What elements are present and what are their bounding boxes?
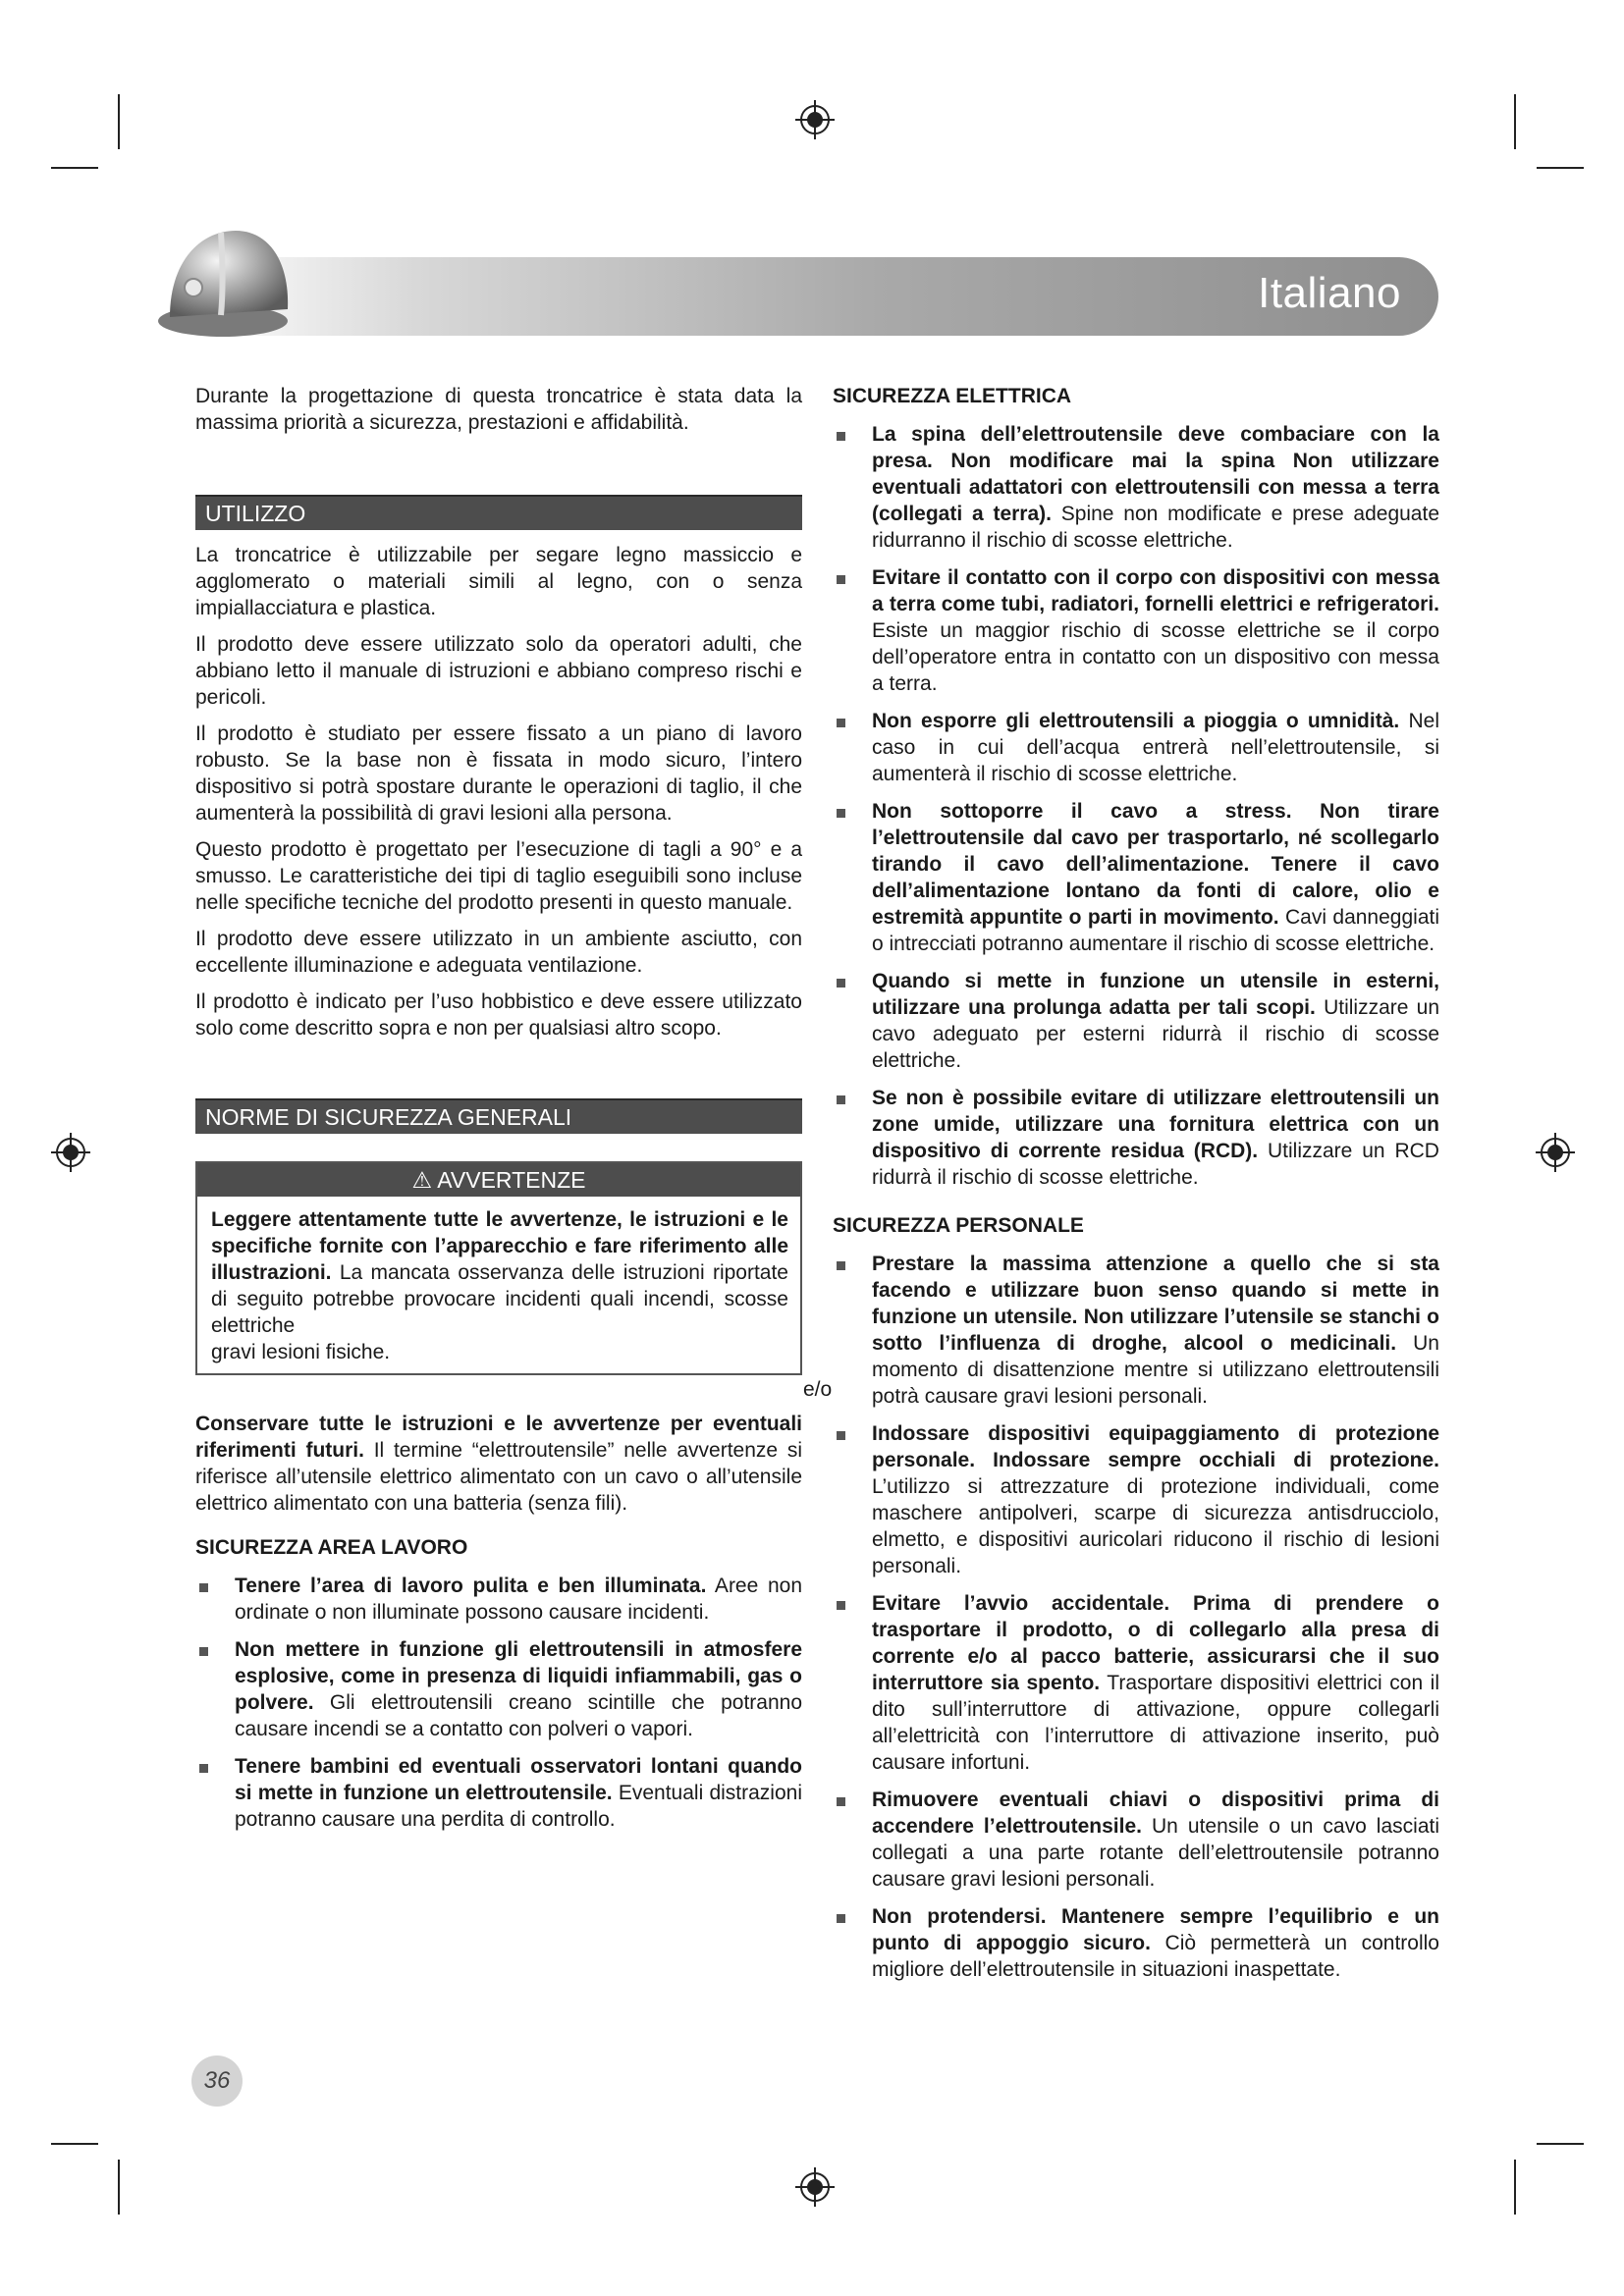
crop-mark (1537, 167, 1584, 169)
paragraph: Il prodotto è indicato per l’uso hobbistico e deve essere utilizzato solo come descritto sopra e non per qualsiasi altro scopo. (195, 990, 802, 1040)
warning-box (195, 1161, 802, 1375)
list-item: Non protendersi. Mantenere sempre l’equilibrio e un punto di appoggio sicuro. Ciò permetterà un controllo migliore dell’elettroutensile in situazioni inaspettate. (833, 1903, 1439, 1983)
subsection-title-elettrica: SICUREZZA ELETTRICA (833, 385, 1072, 407)
registration-mark-icon (1536, 1133, 1575, 1172)
hard-hat-icon (152, 211, 299, 344)
warning-tail-text: gravi lesioni fisiche. (211, 1341, 391, 1363)
crop-mark (1514, 2160, 1516, 2215)
warning-text (197, 1197, 800, 1373)
crop-mark (51, 167, 98, 169)
stray-text: e/o (803, 1378, 833, 1401)
section-title-utilizzo: UTILIZZO (195, 495, 802, 530)
warning-header (197, 1163, 800, 1197)
crop-mark (118, 94, 120, 149)
list-item: Non esporre gli elettroutensili a pioggia o umnidità. Nel caso in cui dell’acqua entrerà nell’elettroutensile, si aumenterà il rischio di scosse elettriche. (833, 708, 1439, 787)
list-item: Rimuovere eventuali chiavi o dispositivi prima di accendere l’elettroutensile. Un utensile o un cavo lasciati collegati a una parte rotante dell’elettroutensile potranno causare gravi lesioni personali. (833, 1787, 1439, 1893)
list-item: Tenere bambini ed eventuali osservatori lontani quando si mette in funzione un elettroutensile. Eventuali distrazioni potranno causare una perdita di controllo. (195, 1753, 802, 1833)
paragraph: Il prodotto deve essere utilizzato in un ambiente asciutto, con eccellente illuminazione e adeguata ventilazione. (195, 928, 802, 977)
crop-mark (118, 2160, 120, 2215)
crop-mark (1514, 94, 1516, 149)
warning-rest-text: La mancata osservanza delle istruzioni riportate di seguito potrebbe provocare incidenti quali incendi, scosse elettriche (211, 1261, 788, 1337)
warning-bold-text: Leggere attentamente tutte le avvertenze, le istruzioni e le specifiche fornite con l’apparecchio e fare riferimento alle illustrazioni. (211, 1208, 788, 1284)
list-item: Se non è possibile evitare di utilizzare elettroutensili un zone umide, utilizzare una fornitura elettrica con un dispositivo di corrente residua (RCD). Utilizzare un RCD ridurrà il rischio di scosse elettriche. (833, 1085, 1439, 1191)
registration-mark-icon (795, 2167, 835, 2207)
keep-instructions-paragraph (195, 1411, 802, 1517)
subsection-title-area-lavoro: SICUREZZA AREA LAVORO (195, 1536, 468, 1559)
subsection-title-personale: SICUREZZA PERSONALE (833, 1214, 1084, 1237)
language-title: Italiano (1258, 269, 1401, 317)
warning-title: AVVERTENZE (437, 1167, 586, 1193)
paragraph: La troncatrice è utilizzabile per segare legno massiccio e agglomerato o materiali simili al legno, con o senza impiallacciatura e plastica. (195, 544, 802, 619)
crop-mark (1537, 2143, 1584, 2145)
right-column (833, 383, 1439, 1994)
warning-triangle-icon: ⚠ (411, 1167, 433, 1193)
paragraph: Il prodotto è studiato per essere fissato a un piano di lavoro robusto. Se la base non è fissata in modo sicuro, l’intero dispositivo si potrà spostare durante le operazioni di taglio, il che aumenterà la possibilità di gravi lesioni alla persona. (195, 722, 802, 825)
paragraph: Questo prodotto è progettato per l’esecuzione di tagli a 90° e a smusso. Le caratteristiche dei tipi di taglio eseguibili sono incluse nelle specifiche tecniche del prodotto presenti in questo manuale. (195, 838, 802, 914)
keep-bold-text: Conservare tutte le istruzioni e le avvertenze per eventuali riferimenti futuri. (195, 1413, 802, 1462)
list-item: Prestare la massima attenzione a quello che si sta facendo e utilizzare buon senso quando si mette in funzione un utensile. Non utilizzare l’utensile se stanchi o sotto l’influenza di droghe, alcool o medicinali. Un momento di disattenzione mentre si utilizzano elettroutensili potrà causare gravi lesioni personali. (833, 1251, 1439, 1410)
intro-paragraph: Durante la progettazione di questa troncatrice è stata data la massima priorità a sicurezza, prestazioni e affidabilità. (195, 385, 802, 434)
page-number: 36 (191, 2056, 243, 2107)
keep-rest-text: Il termine “elettroutensile” nelle avvertenze si riferisce all’utensile elettrico alimentato con un cavo o all’utensile elettrico alimentato con una batteria (senza fili). (195, 1439, 802, 1515)
bullet-list (833, 1251, 1439, 1983)
language-header-band (191, 257, 1438, 336)
bullet-list (195, 1573, 802, 1833)
list-item: Evitare il contatto con il corpo con dispositivi con messa a terra come tubi, radiatori, fornelli elettrici e refrigeratori. Esiste un maggior rischio di scosse elettriche se il corpo dell’operatore entra in contatto con un dispositivo con messa a terra. (833, 564, 1439, 697)
registration-mark-icon (795, 100, 835, 139)
bullet-list (833, 421, 1439, 1191)
list-item: La spina dell’elettroutensile deve combaciare con la presa. Non modificare mai la spina Non utilizzare eventuali adattatori con elettroutensili con messa a terra (collegati a terra). Spine non modificate e prese adeguate ridurranno il rischio di scosse elettriche. (833, 421, 1439, 554)
paragraph: Il prodotto deve essere utilizzato solo da operatori adulti, che abbiano letto il manuale di istruzioni e abbiano compreso rischi e pericoli. (195, 633, 802, 709)
crop-mark (51, 2143, 98, 2145)
list-item: Evitare l’avvio accidentale. Prima di prendere o trasportare il prodotto, o di collegarlo alla presa di corrente e/o al pacco batterie, assicurarsi che il suo interruttore sia spento. Trasportare dispositivi elettrici con il dito sull’interruttore di attivazione, oppure collegarli all’elettricità con l’interruttore di attivazione inserito, può causare infortuni. (833, 1590, 1439, 1776)
list-item: Indossare dispositivi equipaggiamento di protezione personale. Indossare sempre occhiali di protezione. L’utilizzo si attrezzature di protezione individuali, come maschere antipolveri, scarpe di sicurezza antisdrucciolo, elmetto, e dispositivi auricolari riducono il rischio di lesioni personali. (833, 1420, 1439, 1579)
registration-mark-icon (51, 1133, 90, 1172)
list-item: Non mettere in funzione gli elettroutensili in atmosfere esplosive, come in presenza di liquidi infiammabili, gas o polvere. Gli elettroutensili creano scintille che potranno causare incendi se a contatto con polveri o vapori. (195, 1636, 802, 1742)
list-item: Tenere l’area di lavoro pulita e ben illuminata. Aree non ordinate o non illuminate possono causare incidenti. (195, 1573, 802, 1626)
list-item: Quando si mette in funzione un utensile in esterni, utilizzare una prolunga adatta per tali scopi. Utilizzare un cavo adeguato per esterni ridurrà il rischio di scosse elettriche. (833, 968, 1439, 1074)
section-title-norme: NORME DI SICUREZZA GENERALI (195, 1098, 802, 1134)
list-item: Non sottoporre il cavo a stress. Non tirare l’elettroutensile dal cavo per trasportarlo, né scollegarlo tirando il cavo dell’alimentazione. Tenere il cavo dell’alimentazione lontano da fonti di calore, olio e estremità appuntite o parti in movimento. Cavi danneggiati o intrecciati potranno aumentare il rischio di scosse elettriche. (833, 798, 1439, 957)
left-column (195, 383, 802, 1843)
